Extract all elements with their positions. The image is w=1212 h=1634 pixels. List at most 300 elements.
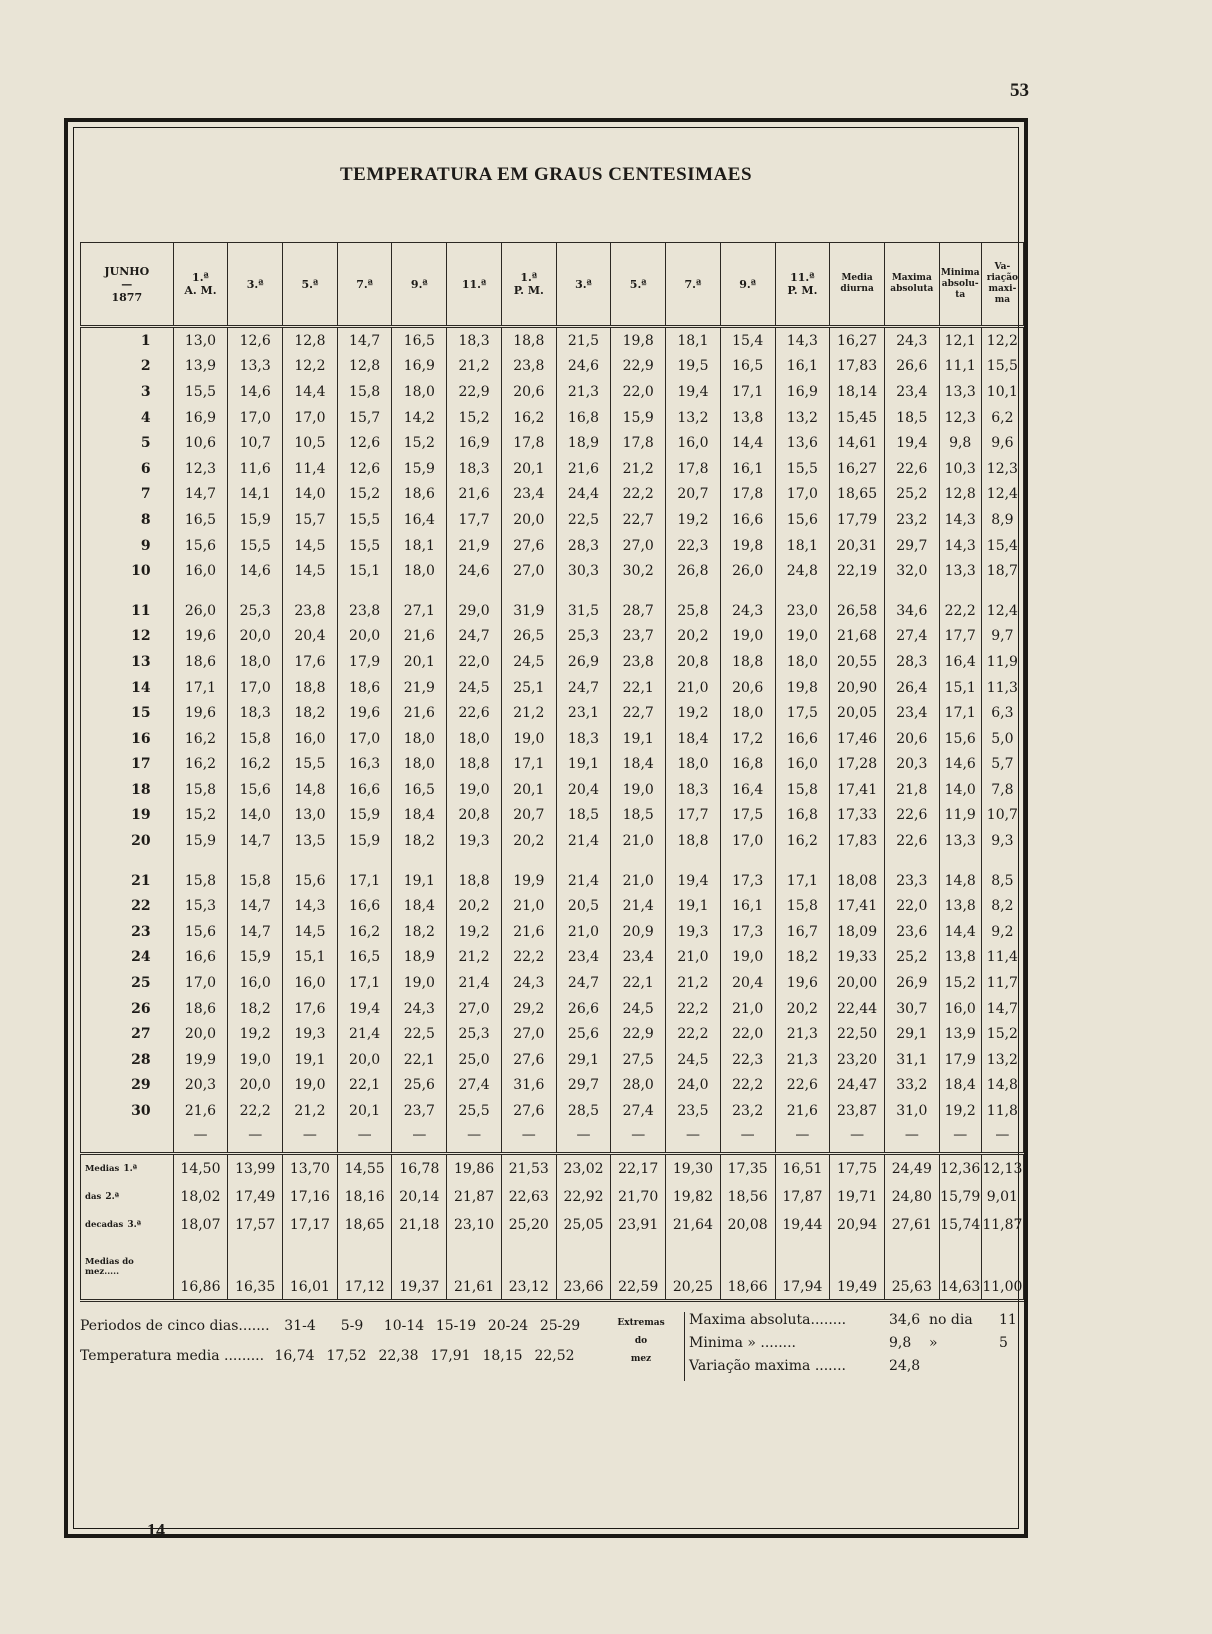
- value-cell: 18,0: [392, 752, 447, 778]
- value-cell: 18,8: [720, 649, 775, 675]
- day-cell: 6: [81, 456, 174, 482]
- value-cell: 15,5: [775, 456, 830, 482]
- extreme-value: 9,8: [889, 1335, 912, 1351]
- spacer-cell: [337, 854, 392, 868]
- value-cell: 27,0: [447, 996, 502, 1022]
- dash-cell: —: [775, 1124, 830, 1146]
- spacer-cell: [556, 854, 611, 868]
- value-cell: 29,1: [556, 1047, 611, 1073]
- value-cell: 16,27: [830, 327, 885, 354]
- extreme-row: [689, 1358, 1029, 1381]
- value-cell: 19,0: [611, 777, 666, 803]
- value-cell: 10,7: [228, 430, 283, 456]
- table-row: [81, 1098, 1024, 1124]
- decade-mean-value: 17,75: [830, 1153, 885, 1183]
- decade-mean-value: 17,35: [720, 1153, 775, 1183]
- spacer-cell: [501, 584, 556, 598]
- value-cell: 14,3: [939, 507, 981, 533]
- value-cell: 21,0: [611, 868, 666, 894]
- value-cell: 14,8: [939, 868, 981, 894]
- decade-mean-value: 15,79: [939, 1183, 981, 1211]
- spacer-cell: [720, 854, 775, 868]
- spacer-cell: [81, 584, 174, 598]
- value-cell: 29,7: [556, 1073, 611, 1099]
- value-cell: 18,0: [392, 379, 447, 405]
- value-cell: 20,8: [447, 803, 502, 829]
- value-cell: 22,0: [720, 1021, 775, 1047]
- decade-mean-value: 14,50: [173, 1153, 228, 1183]
- separator-cell: [337, 1146, 392, 1154]
- value-cell: 19,1: [611, 726, 666, 752]
- value-cell: 28,7: [611, 598, 666, 624]
- decade-mean-value: 12,36: [939, 1153, 981, 1183]
- value-cell: 12,6: [337, 456, 392, 482]
- value-cell: 19,0: [720, 624, 775, 650]
- value-cell: 9,7: [981, 624, 1023, 650]
- value-cell: 16,4: [720, 777, 775, 803]
- value-cell: 21,5: [556, 327, 611, 354]
- value-cell: 16,9: [447, 430, 502, 456]
- value-cell: 17,5: [775, 700, 830, 726]
- decade-mean-word: Medias: [85, 1163, 120, 1174]
- table-row: [81, 354, 1024, 380]
- value-cell: 18,0: [775, 649, 830, 675]
- value-cell: 19,2: [939, 1098, 981, 1124]
- value-cell: 19,3: [447, 828, 502, 854]
- table-row: [81, 803, 1024, 829]
- value-cell: 18,2: [392, 828, 447, 854]
- header-hour: 3.ª: [228, 243, 283, 327]
- table-row: [81, 828, 1024, 854]
- day-cell: 2: [81, 354, 174, 380]
- value-cell: 12,2: [283, 354, 338, 380]
- value-cell: 16,0: [283, 970, 338, 996]
- day-cell: 14: [81, 675, 174, 701]
- value-cell: 17,83: [830, 354, 885, 380]
- value-cell: 14,7: [337, 327, 392, 354]
- value-cell: 13,3: [228, 354, 283, 380]
- value-cell: 28,3: [556, 533, 611, 559]
- table-row: [81, 558, 1024, 584]
- value-cell: 24,5: [501, 649, 556, 675]
- value-cell: 10,5: [283, 430, 338, 456]
- value-cell: 27,4: [884, 624, 939, 650]
- value-cell: 11,3: [981, 675, 1023, 701]
- value-cell: 12,3: [939, 405, 981, 431]
- value-cell: 26,0: [720, 558, 775, 584]
- value-cell: 15,9: [337, 828, 392, 854]
- table-row: [81, 482, 1024, 508]
- day-cell: 30: [81, 1098, 174, 1124]
- decade-mean-value: 19,71: [830, 1183, 885, 1211]
- value-cell: 15,8: [173, 868, 228, 894]
- header-hour: 5.ª: [283, 243, 338, 327]
- value-cell: 5,0: [981, 726, 1023, 752]
- table-row: [81, 700, 1024, 726]
- value-cell: 11,1: [939, 354, 981, 380]
- value-cell: 16,1: [720, 893, 775, 919]
- value-cell: 31,5: [556, 598, 611, 624]
- value-cell: 31,1: [884, 1047, 939, 1073]
- month-mean-value: 16,01: [283, 1239, 338, 1301]
- value-cell: 16,1: [775, 354, 830, 380]
- extreme-label: Maxima absoluta........: [689, 1312, 847, 1328]
- value-cell: 14,6: [939, 752, 981, 778]
- dash-cell: —: [666, 1124, 721, 1146]
- value-cell: 24,3: [501, 970, 556, 996]
- value-cell: 13,8: [720, 405, 775, 431]
- value-cell: 19,6: [173, 624, 228, 650]
- period-value: 5-9: [340, 1318, 364, 1334]
- value-cell: 9,2: [981, 919, 1023, 945]
- value-cell: 18,2: [283, 700, 338, 726]
- decade-mean-value: 22,17: [611, 1153, 666, 1183]
- value-cell: 26,5: [501, 624, 556, 650]
- value-cell: 21,2: [447, 945, 502, 971]
- decade-mean-value: 21,18: [392, 1211, 447, 1239]
- value-cell: 17,7: [939, 624, 981, 650]
- value-cell: 17,2: [720, 726, 775, 752]
- header-hour: 5.ª: [611, 243, 666, 327]
- value-cell: 25,0: [447, 1047, 502, 1073]
- value-cell: 19,0: [501, 726, 556, 752]
- value-cell: 21,0: [556, 919, 611, 945]
- separator-cell: [173, 1146, 228, 1154]
- value-cell: 16,8: [720, 752, 775, 778]
- value-cell: 17,7: [447, 507, 502, 533]
- value-cell: 17,1: [939, 700, 981, 726]
- value-cell: 20,6: [720, 675, 775, 701]
- value-cell: 17,0: [775, 482, 830, 508]
- table-row: [81, 970, 1024, 996]
- separator-cell: [283, 1146, 338, 1154]
- value-cell: 22,0: [447, 649, 502, 675]
- value-cell: 18,1: [775, 533, 830, 559]
- period-value: 20-24: [487, 1318, 529, 1334]
- value-cell: 21,3: [775, 1047, 830, 1073]
- value-cell: 24,0: [666, 1073, 721, 1099]
- value-cell: 26,9: [884, 970, 939, 996]
- value-cell: 12,6: [337, 430, 392, 456]
- value-cell: 15,5: [981, 354, 1023, 380]
- periods-values: [274, 1318, 586, 1334]
- value-cell: 14,0: [283, 482, 338, 508]
- value-cell: 21,2: [611, 456, 666, 482]
- value-cell: 18,0: [447, 726, 502, 752]
- value-cell: 26,6: [556, 996, 611, 1022]
- day-cell: 24: [81, 945, 174, 971]
- value-cell: 14,4: [939, 919, 981, 945]
- value-cell: 17,0: [228, 405, 283, 431]
- value-cell: 23,8: [283, 598, 338, 624]
- temp-mean-label: Temperatura media .........: [80, 1348, 265, 1364]
- value-cell: 14,3: [939, 533, 981, 559]
- dash-cell: —: [337, 1124, 392, 1146]
- value-cell: 22,50: [830, 1021, 885, 1047]
- value-cell: 20,5: [556, 893, 611, 919]
- value-cell: 17,83: [830, 828, 885, 854]
- spacer-cell: [884, 584, 939, 598]
- day-cell: 18: [81, 777, 174, 803]
- value-cell: 21,0: [666, 945, 721, 971]
- temp-mean-value: 22,52: [534, 1348, 575, 1364]
- header-hour: 9.ª: [720, 243, 775, 327]
- spacer-row: [81, 584, 1024, 598]
- value-cell: 23,2: [720, 1098, 775, 1124]
- separator-cell: [228, 1146, 283, 1154]
- value-cell: 16,4: [392, 507, 447, 533]
- value-cell: 28,3: [884, 649, 939, 675]
- page-title: TEMPERATURA EM GRAUS CENTESIMAES: [339, 164, 753, 185]
- day-cell: 19: [81, 803, 174, 829]
- value-cell: 16,7: [775, 919, 830, 945]
- value-cell: 19,6: [173, 700, 228, 726]
- value-cell: 18,6: [392, 482, 447, 508]
- value-cell: 26,9: [556, 649, 611, 675]
- value-cell: 16,6: [173, 945, 228, 971]
- decade-mean-value: 25,20: [501, 1211, 556, 1239]
- value-cell: 23,7: [611, 624, 666, 650]
- header-hour: 11.ª: [447, 243, 502, 327]
- value-cell: 27,6: [501, 1098, 556, 1124]
- value-cell: 16,2: [501, 405, 556, 431]
- value-cell: 16,9: [392, 354, 447, 380]
- value-cell: 22,2: [666, 1021, 721, 1047]
- value-cell: 27,4: [447, 1073, 502, 1099]
- spacer-cell: [939, 584, 981, 598]
- value-cell: 22,1: [611, 970, 666, 996]
- value-cell: 15,1: [283, 945, 338, 971]
- value-cell: 22,6: [884, 828, 939, 854]
- value-cell: 17,8: [611, 430, 666, 456]
- decade-mean-value: 21,87: [447, 1183, 502, 1211]
- month-mean-value: 16,35: [228, 1239, 283, 1301]
- value-cell: 21,3: [775, 1021, 830, 1047]
- value-cell: 15,9: [337, 803, 392, 829]
- value-cell: 21,4: [337, 1021, 392, 1047]
- value-cell: 22,2: [939, 598, 981, 624]
- value-cell: 29,0: [447, 598, 502, 624]
- value-cell: 16,2: [173, 752, 228, 778]
- value-cell: 14,5: [283, 533, 338, 559]
- value-cell: 19,0: [720, 945, 775, 971]
- value-cell: 19,8: [775, 675, 830, 701]
- value-cell: 22,5: [392, 1021, 447, 1047]
- value-cell: 22,6: [775, 1073, 830, 1099]
- spacer-cell: [775, 854, 830, 868]
- value-cell: 13,9: [939, 1021, 981, 1047]
- value-cell: 19,9: [173, 1047, 228, 1073]
- value-cell: 15,2: [392, 430, 447, 456]
- value-cell: 18,4: [939, 1073, 981, 1099]
- spacer-cell: [939, 854, 981, 868]
- value-cell: 14,6: [228, 379, 283, 405]
- value-cell: 14,61: [830, 430, 885, 456]
- value-cell: 18,9: [392, 945, 447, 971]
- table-row: [81, 649, 1024, 675]
- spacer-cell: [884, 854, 939, 868]
- value-cell: 11,6: [228, 456, 283, 482]
- spacer-cell: [447, 584, 502, 598]
- value-cell: 21,0: [611, 828, 666, 854]
- value-cell: 23,0: [775, 598, 830, 624]
- month-mean-row: [81, 1239, 1024, 1301]
- spacer-cell: [283, 584, 338, 598]
- decade-mean-value: 9,01: [981, 1183, 1023, 1211]
- dash-cell: —: [611, 1124, 666, 1146]
- decade-mean-value: 20,94: [830, 1211, 885, 1239]
- separator-cell: [775, 1146, 830, 1154]
- value-cell: 21,2: [447, 354, 502, 380]
- value-cell: 29,2: [501, 996, 556, 1022]
- value-cell: 16,5: [392, 327, 447, 354]
- value-cell: 20,4: [556, 777, 611, 803]
- extreme-row: [689, 1335, 1029, 1358]
- value-cell: 20,31: [830, 533, 885, 559]
- value-cell: 18,0: [720, 700, 775, 726]
- value-cell: 13,2: [775, 405, 830, 431]
- decade-mean-value: 22,92: [556, 1183, 611, 1211]
- value-cell: 20,0: [501, 507, 556, 533]
- value-cell: 15,2: [173, 803, 228, 829]
- value-cell: 9,8: [939, 430, 981, 456]
- value-cell: 24,6: [447, 558, 502, 584]
- decade-mean-value: 25,05: [556, 1211, 611, 1239]
- value-cell: 22,44: [830, 996, 885, 1022]
- separator-cell: [720, 1146, 775, 1154]
- decade-mark: 1.ª: [123, 1163, 138, 1174]
- value-cell: 18,1: [392, 533, 447, 559]
- day-cell: 11: [81, 598, 174, 624]
- day-cell: 7: [81, 482, 174, 508]
- extreme-day: 5: [999, 1335, 1008, 1351]
- value-cell: 14,7: [173, 482, 228, 508]
- decade-mean-value: 18,07: [173, 1211, 228, 1239]
- decade-mean-value: 23,10: [447, 1211, 502, 1239]
- value-cell: 17,0: [173, 970, 228, 996]
- value-cell: 14,7: [228, 893, 283, 919]
- value-cell: 10,6: [173, 430, 228, 456]
- value-cell: 20,0: [337, 1047, 392, 1073]
- value-cell: 23,87: [830, 1098, 885, 1124]
- dash-cell: —: [447, 1124, 502, 1146]
- decade-mean-row: [81, 1211, 1024, 1239]
- spacer-cell: [830, 854, 885, 868]
- value-cell: 26,58: [830, 598, 885, 624]
- value-cell: 21,2: [666, 970, 721, 996]
- value-cell: 26,0: [173, 598, 228, 624]
- value-cell: 17,79: [830, 507, 885, 533]
- value-cell: 24,7: [556, 675, 611, 701]
- value-cell: 17,6: [283, 649, 338, 675]
- value-cell: 8,5: [981, 868, 1023, 894]
- table-row: [81, 327, 1024, 354]
- value-cell: 16,2: [173, 726, 228, 752]
- value-cell: 17,9: [337, 649, 392, 675]
- value-cell: 20,00: [830, 970, 885, 996]
- day-cell: 5: [81, 430, 174, 456]
- value-cell: 18,8: [447, 868, 502, 894]
- value-cell: 16,1: [720, 456, 775, 482]
- day-cell: 23: [81, 919, 174, 945]
- value-cell: 15,5: [337, 507, 392, 533]
- spacer-cell: [337, 584, 392, 598]
- value-cell: 21,0: [720, 996, 775, 1022]
- table-row: [81, 405, 1024, 431]
- separator-cell: [392, 1146, 447, 1154]
- month-mean-value: 17,94: [775, 1239, 830, 1301]
- header-hour: 9.ª: [392, 243, 447, 327]
- value-cell: 20,6: [501, 379, 556, 405]
- decade-mean-value: 13,70: [283, 1153, 338, 1183]
- value-cell: 21,9: [447, 533, 502, 559]
- month-mean-value: 22,59: [611, 1239, 666, 1301]
- value-cell: 19,1: [392, 868, 447, 894]
- value-cell: 15,6: [173, 533, 228, 559]
- value-cell: 18,8: [283, 675, 338, 701]
- decade-mean-value: 19,82: [666, 1183, 721, 1211]
- period-value: 15-19: [435, 1318, 477, 1334]
- value-cell: 15,9: [611, 405, 666, 431]
- period-value: 31-4: [284, 1318, 316, 1334]
- value-cell: 25,2: [884, 482, 939, 508]
- decade-mean-row: [81, 1153, 1024, 1183]
- spacer-cell: [173, 854, 228, 868]
- value-cell: 17,5: [720, 803, 775, 829]
- value-cell: 20,0: [228, 1073, 283, 1099]
- value-cell: 20,4: [283, 624, 338, 650]
- value-cell: 24,4: [556, 482, 611, 508]
- spacer-cell: [501, 854, 556, 868]
- value-cell: 24,7: [556, 970, 611, 996]
- extreme-label: Variação maxima .......: [689, 1358, 846, 1374]
- value-cell: 18,8: [501, 327, 556, 354]
- dash-cell: —: [392, 1124, 447, 1146]
- value-cell: 15,2: [939, 970, 981, 996]
- value-cell: 31,0: [884, 1098, 939, 1124]
- spacer-cell: [556, 584, 611, 598]
- decade-mean-value: 21,64: [666, 1211, 721, 1239]
- value-cell: 25,3: [228, 598, 283, 624]
- value-cell: 13,6: [775, 430, 830, 456]
- decade-mean-value: 22,63: [501, 1183, 556, 1211]
- value-cell: 18,0: [228, 649, 283, 675]
- value-cell: 19,2: [666, 507, 721, 533]
- value-cell: 21,0: [666, 675, 721, 701]
- value-cell: 18,9: [556, 430, 611, 456]
- value-cell: 15,6: [173, 919, 228, 945]
- value-cell: 21,68: [830, 624, 885, 650]
- value-cell: 16,6: [720, 507, 775, 533]
- value-cell: 20,55: [830, 649, 885, 675]
- value-cell: 18,0: [392, 558, 447, 584]
- value-cell: 18,3: [447, 327, 502, 354]
- value-cell: 18,4: [392, 803, 447, 829]
- value-cell: 20,0: [173, 1021, 228, 1047]
- value-cell: 20,2: [447, 893, 502, 919]
- value-cell: 9,3: [981, 828, 1023, 854]
- month-mean-value: 11,00: [981, 1239, 1023, 1301]
- value-cell: 14,1: [228, 482, 283, 508]
- extremes-label: [610, 1314, 672, 1368]
- header-row: [81, 243, 1024, 327]
- value-cell: 14,5: [283, 558, 338, 584]
- value-cell: 30,3: [556, 558, 611, 584]
- value-cell: 20,90: [830, 675, 885, 701]
- dash-row: [81, 1124, 1024, 1146]
- value-cell: 12,8: [337, 354, 392, 380]
- value-cell: 17,46: [830, 726, 885, 752]
